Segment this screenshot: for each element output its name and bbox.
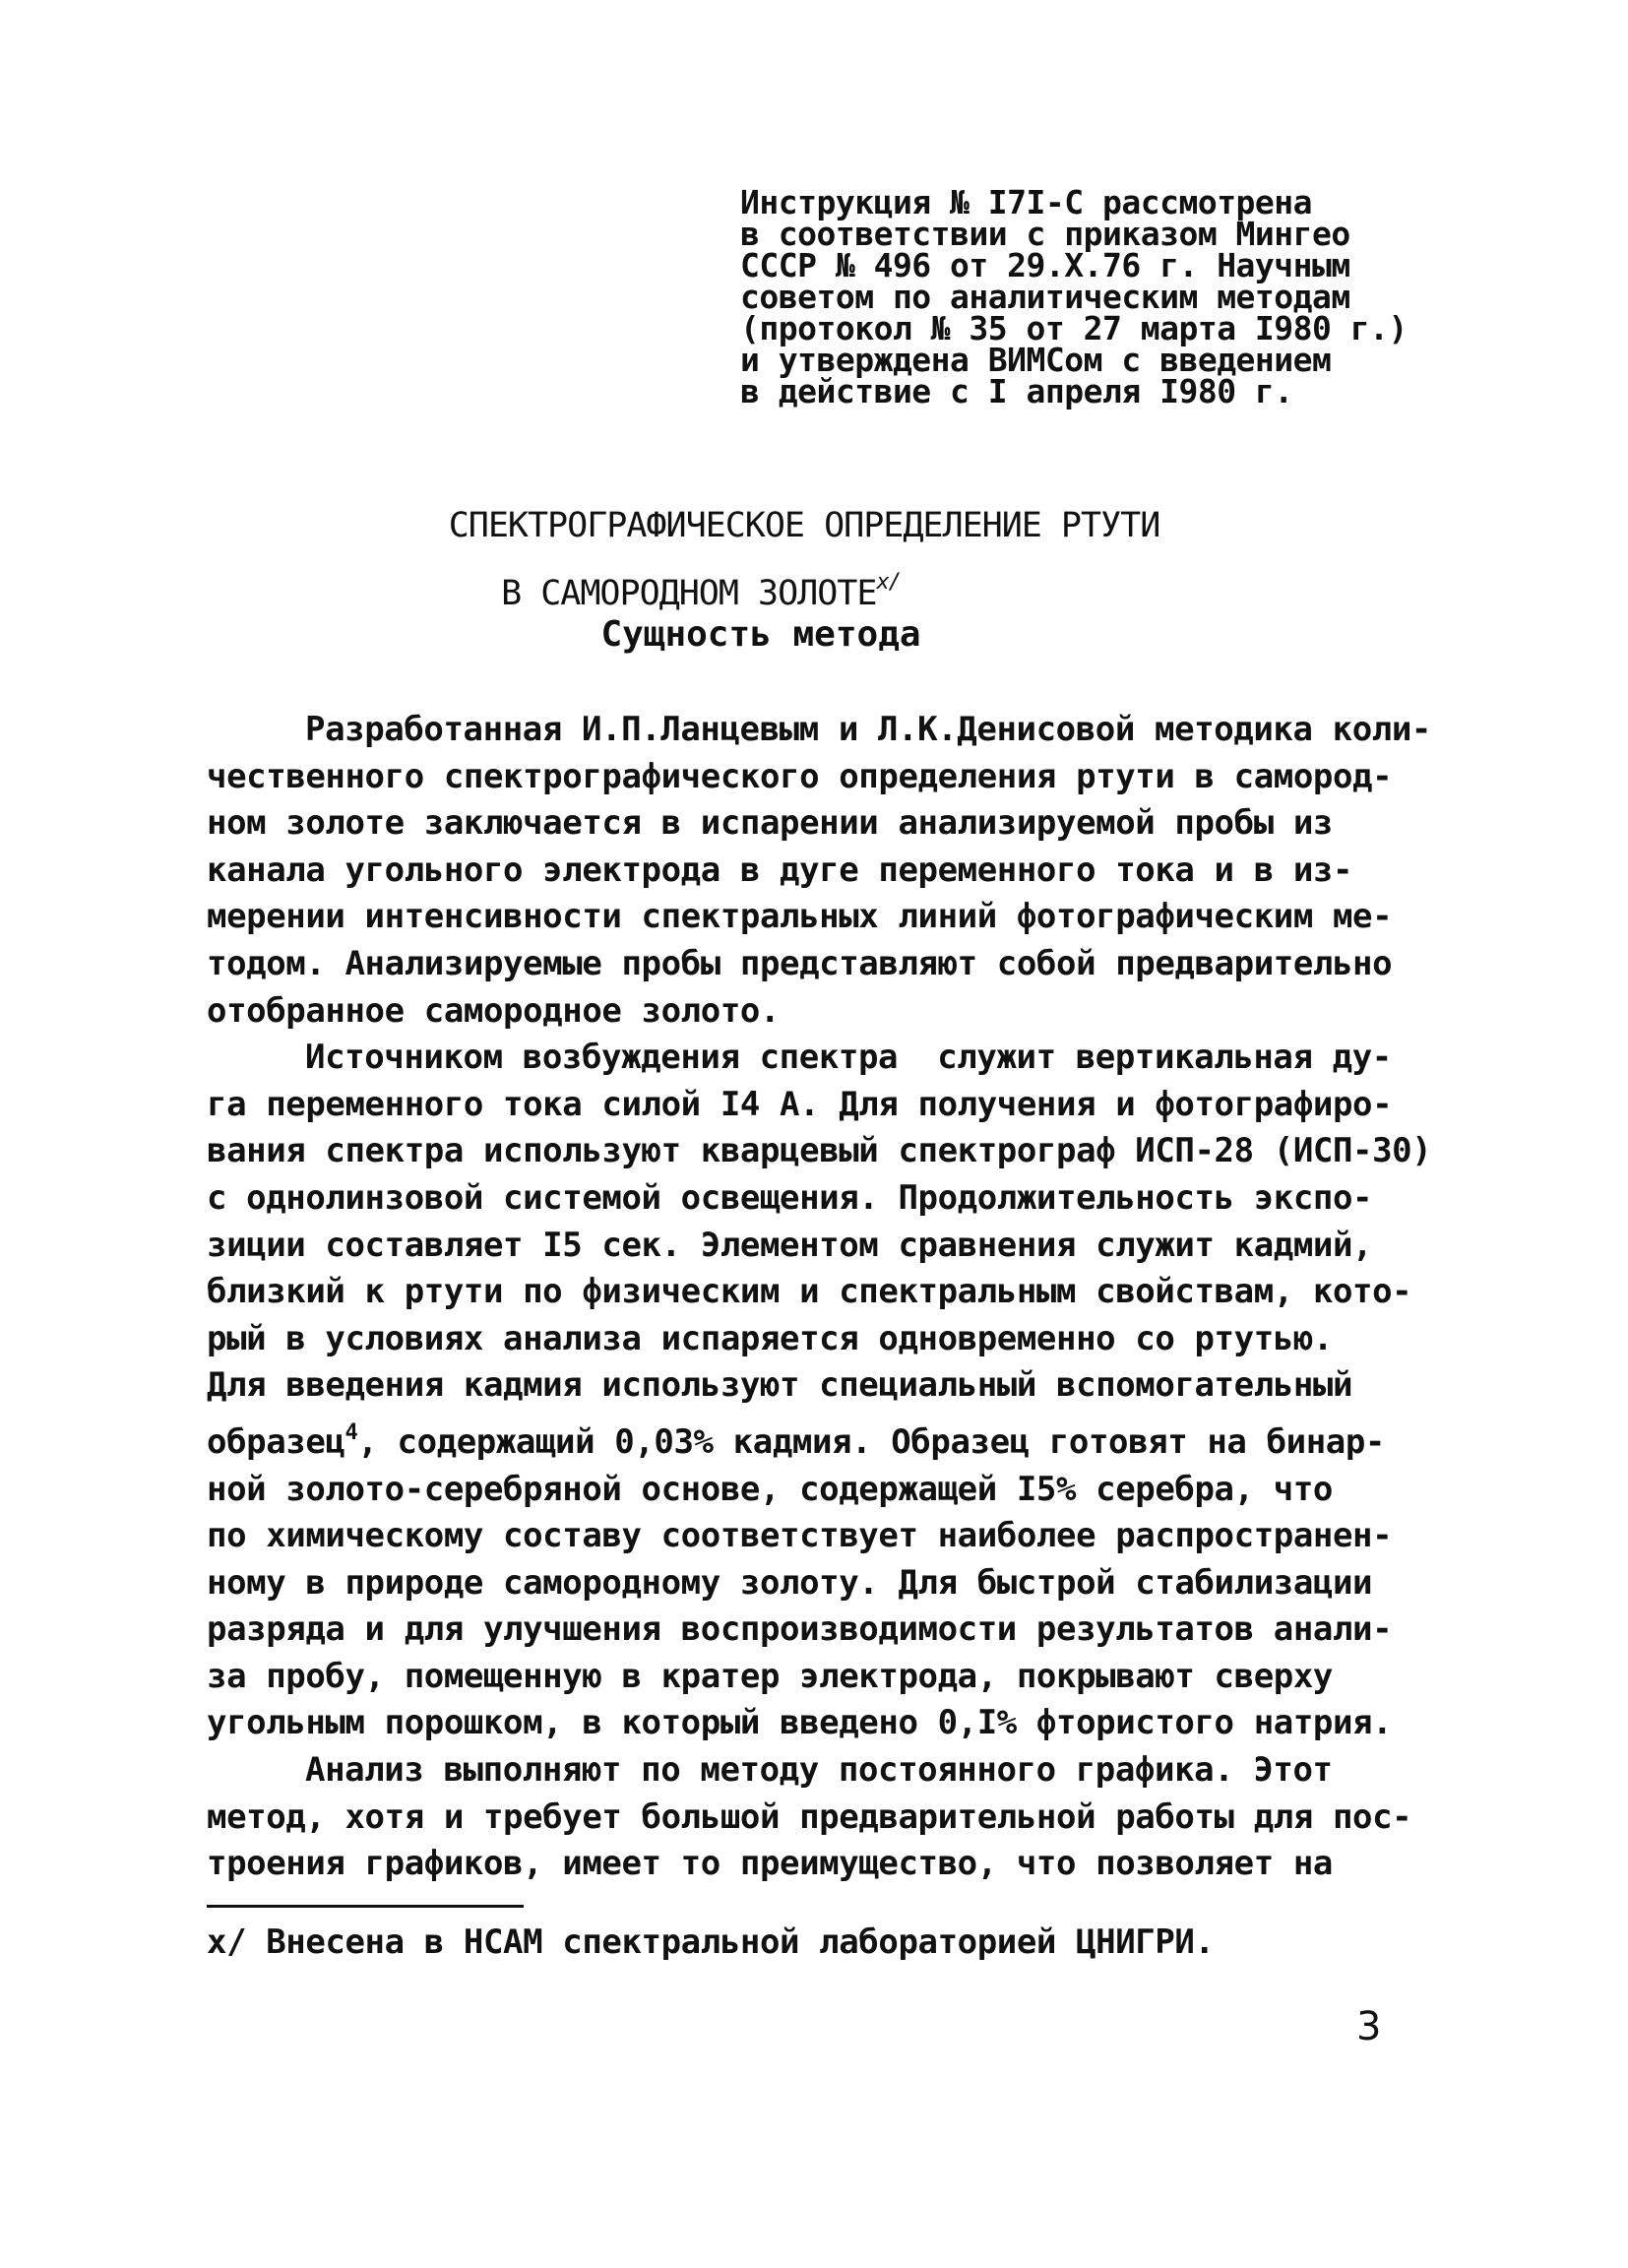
title-footnote-mark: х/ [876,570,901,595]
body-line [207,1410,1447,1467]
body-line-text: близкий к ртути по физическим и спектральным свойствам, кото- [207,1272,1412,1312]
body-line [207,988,1447,1036]
approval-line: СССР № 496 от 29.Х.76 г. Научным [740,246,1350,284]
footnote: х/ Внесена в НСАМ спектральной лабораторией ЦНИГРИ. [207,1922,1215,1962]
body-line-text: угольным порошком, в который введено 0,I% фтористого натрия. [207,1703,1393,1743]
approval-note [740,183,1449,410]
body-text [207,707,1447,1888]
body-line-text: вания спектра используют кварцевый спектрограф ИСП-28 (ИСП-30) [207,1131,1432,1171]
body-line [207,800,1447,848]
body-line-text: Для введения кадмия используют специальный вспомогательный [207,1365,1353,1406]
title-line-2-text: В САМОРОДНОМ ЗОЛОТЕ [501,574,877,613]
body-line [207,707,1447,754]
body-line [207,1841,1447,1888]
body-line [207,1606,1447,1654]
body-line [207,1700,1447,1747]
body-line-text: Источником возбуждения спектра служит вертикальная ду- [305,1038,1392,1078]
body-line [207,848,1447,895]
body-line [207,754,1447,801]
section-heading: Сущность метода [600,614,921,655]
title-line-1: СПЕКТРОГРАФИЧЕСКОЕ ОПРЕДЕЛЕНИЕ РТУТИ [448,506,1160,545]
body-line-text: отобранное самородное золото. [207,990,781,1031]
body-line [207,1654,1447,1701]
approval-line: в соответствии с приказом Мингео [740,215,1350,253]
document-title [0,497,1628,622]
body-line [207,1128,1447,1175]
body-line-text: Анализ выполняют по методу постоянного графика. Этот [305,1750,1333,1791]
body-line-text: по химическому составу соответствует наиболее распространен- [207,1516,1393,1556]
body-line-text: тодом. Анализируемые пробы представляют собой предварительно [207,943,1393,983]
footnote-divider [207,1905,524,1908]
body-line [207,1316,1447,1363]
body-line [207,1082,1447,1129]
body-line-text: ном золоте заключается в испарении анализируемой пробы из [207,803,1333,844]
body-line [207,1467,1447,1514]
body-line-text: , содержащий 0,03% кадмия. Образец готовят на бинар- [357,1421,1385,1462]
body-line-text: за пробу, помещенную в кратер электрода, покрывают сверху [207,1656,1333,1696]
body-line [207,1269,1447,1316]
body-line [207,1223,1447,1270]
body-line-text: ному в природе самородному золоту. Для быстрой стабилизации [207,1562,1373,1603]
approval-line: Инструкция № I7I-С рассмотрена [740,183,1313,221]
approval-line: советом по аналитическим методам [740,278,1350,316]
approval-line: в действие с I апреля I980 г. [740,372,1293,410]
body-line-text: троения графиков, имеет то преимущество, что позволяет на [207,1844,1333,1884]
reference-superscript: 4 [344,1419,358,1445]
body-line-text: метод, хотя и требует большой предварительной работы для пос- [207,1796,1412,1837]
body-line-text: зиции составляет I5 сек. Элементом сравнения служит кадмий, [207,1225,1373,1265]
body-line-text: чественного спектрографического определения ртути в самород- [207,756,1393,796]
body-line-text: с однолинзовой системой освещения. Продолжительность экспо- [207,1177,1373,1218]
body-line-text: Разработанная И.П.Ланцевым и Л.К.Денисовой методика коли- [305,710,1431,749]
body-line [207,1795,1447,1842]
body-line-text: разряда и для улучшения воспроизводимости результатов анали- [207,1609,1393,1650]
approval-line: (протокол № 35 от 27 марта I980 г.) [740,309,1408,347]
body-line-text: мерении интенсивности спектральных линий фотографическим ме- [207,897,1393,937]
body-line [207,894,1447,941]
body-line-text: рый в условиях анализа испаряется одновременно со ртутью. [207,1318,1333,1358]
body-line [207,1035,1447,1082]
body-line-text: ной золото-серебряной основе, содержащей I5% серебра, что [207,1469,1333,1509]
body-line-text: канала угольного электрода в дуге переменного тока и в из- [207,850,1353,890]
body-line [207,1560,1447,1607]
approval-line: и утверждена ВИМСом с введением [740,341,1332,379]
body-line-text: образец [207,1421,345,1462]
page-number: 3 [1356,2004,1382,2049]
body-line [207,1175,1447,1223]
body-line [207,1513,1447,1560]
body-line [207,941,1447,988]
body-line [207,1747,1447,1795]
body-line-text: га переменного тока силой I4 А. Для получения и фотографиро- [207,1084,1393,1124]
body-line [207,1362,1447,1410]
